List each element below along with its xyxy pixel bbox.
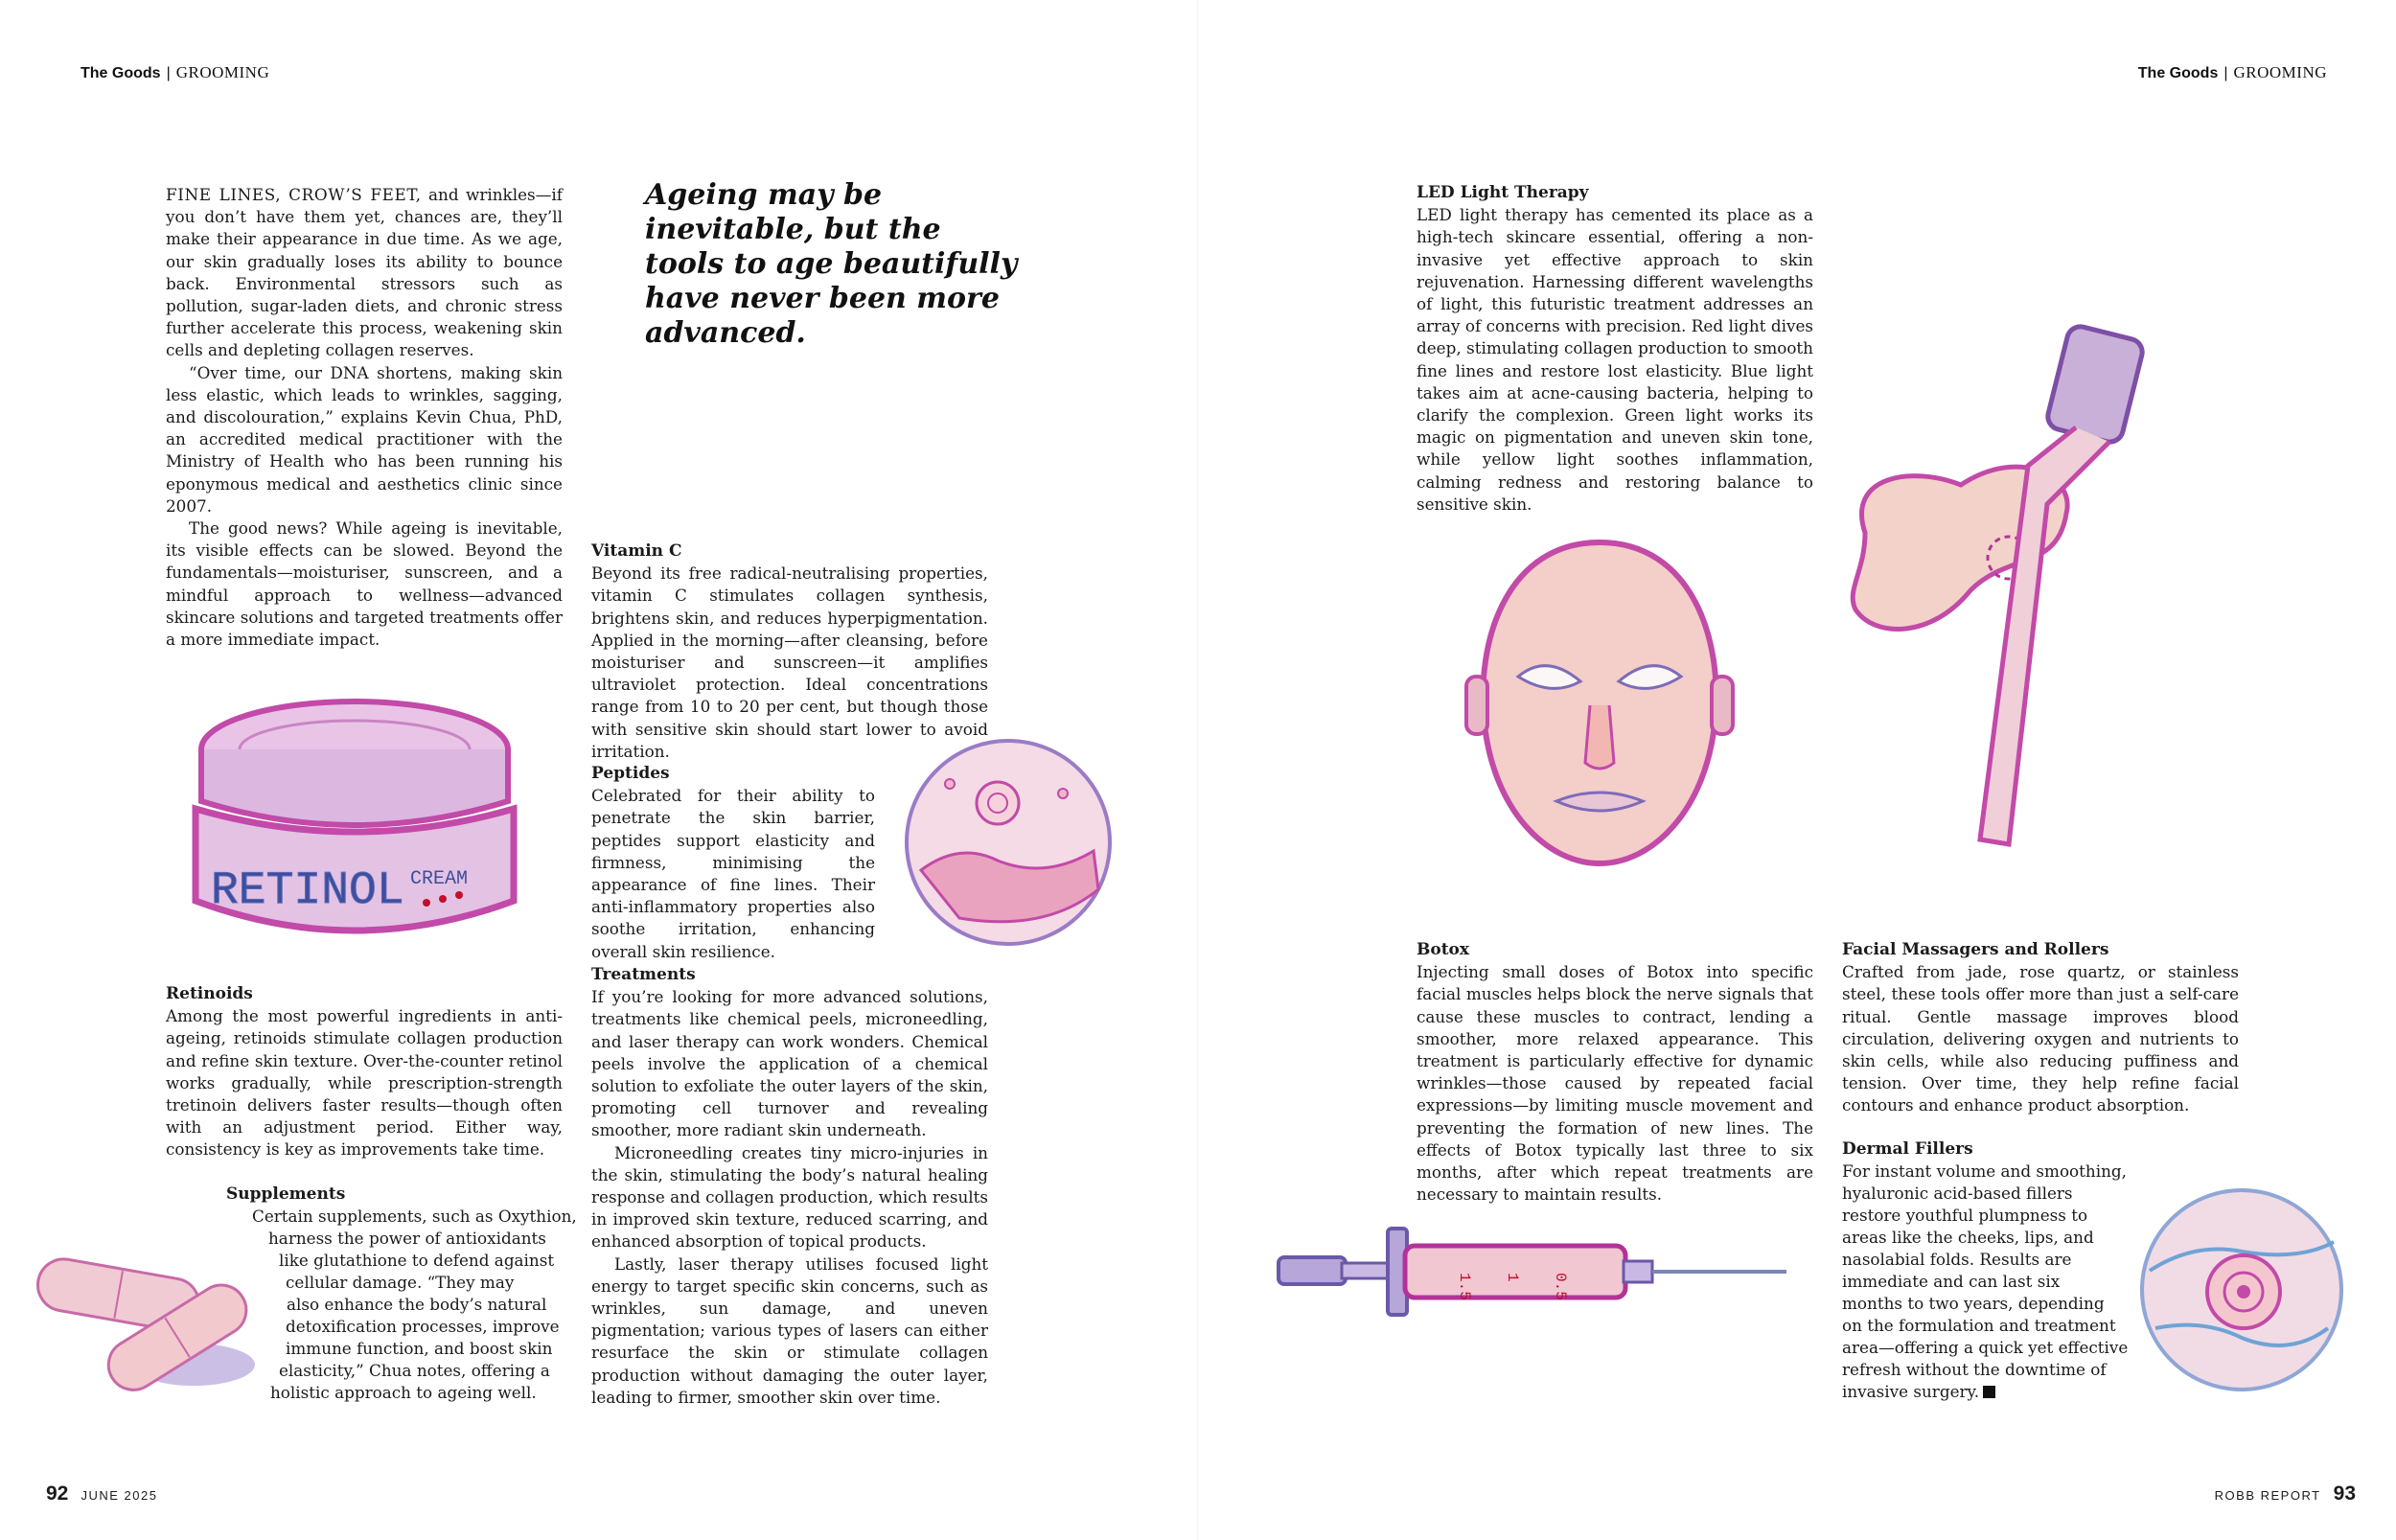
header-brand: The Goods: [81, 65, 161, 81]
retinoids-body: Among the most powerful ingredients in anti-ageing, retinoids stimulate collagen production and refine skin texture. Over-the-counter retinol works gradually, while prescription-strength tretinoin delivers faster results—though often with an adjustment period. Either way, consistency is key as improvements take time.: [166, 1006, 563, 1160]
page-number: 92: [46, 1483, 69, 1505]
intro-p1-text: and wrinkles—if you don’t have them yet, chances are, they’ll make their appearance in due time. As we age, our skin gradually loses its ability to bounce back. Environmental stressors such as pollution, sugar-laden diets, and chronic stress further accelerate this process, weakening skin cells and depleting collagen reserves.: [166, 185, 563, 360]
supplements-line: immune function, and boost skin: [286, 1339, 553, 1358]
led-heading: LED Light Therapy: [1417, 183, 1589, 202]
mask-ear-right: [1712, 677, 1733, 734]
fillers-line: area—offering a quick yet effective: [1842, 1338, 2129, 1357]
fillers-line: hyaluronic acid-based fillers: [1842, 1184, 2073, 1203]
jar-drop-3: [455, 891, 463, 899]
treatments-section: [591, 964, 988, 1409]
peptides-section: [591, 763, 875, 963]
botox-body: Injecting small doses of Botox into specific facial muscles helps block the nerve signals that cause these muscles to contract, lending a smoother, more relaxed appearance. This treatment is particularly effective for dynamic wrinkles—those caused by repeated facial expressions—by limiting muscle movement and preventing the formation of new lines. The effects of Botox typically last three to six months, after which repeat treatments are necessary to maintain results.: [1417, 962, 1813, 1205]
fillers-line: refresh without the downtime of: [1842, 1360, 2107, 1379]
peptides-heading: Peptides: [591, 764, 670, 783]
massagers-section: [1842, 939, 2239, 1117]
vitamin-c-heading: Vitamin C: [591, 541, 682, 561]
supplements-line: harness the power of antioxidants: [268, 1229, 546, 1248]
fillers-line-last: [1842, 1381, 1995, 1403]
capsules-illustration: [33, 1250, 253, 1393]
jar-drop-1: [423, 899, 430, 907]
intro-paragraph-2: “Over time, our DNA shortens, making skin less elastic, which leads to wrinkles, sagging, and discolouration,” explains Kevin Chua, PhD, an accredited medical practitioner with the Ministry of Health who has been running his eponymous medical and aesthetics clinic since 2007.: [166, 362, 563, 516]
filler-spiral-center: [2237, 1285, 2250, 1299]
supplements-line: detoxification processes, improve: [286, 1317, 560, 1336]
retinol-jar-illustration: [182, 686, 527, 954]
fillers-line: For instant volume and smoothing,: [1842, 1161, 2127, 1181]
supplements-heading: Supplements: [226, 1184, 346, 1204]
botox-heading: Botox: [1417, 940, 1470, 959]
peptides-body: Celebrated for their ability to penetrate the skin barrier, peptides support elasticity and firmness, minimising the appearance of fine lines. Their anti-inflammatory properties also soothe irritation, enhancing overall skin resilience.: [591, 786, 875, 961]
skin-closeup-illustration: [902, 736, 1115, 949]
syringe-illustration: [1275, 1225, 1792, 1321]
syringe-plunger: [1342, 1263, 1390, 1278]
treatments-heading: Treatments: [591, 965, 696, 984]
closeup-spiral: [977, 782, 1019, 824]
fillers-line: on the formulation and treatment: [1842, 1316, 2116, 1335]
syringe-mark: 1: [1504, 1273, 1521, 1282]
filler-closeup-illustration: [2136, 1184, 2347, 1395]
intro-paragraph-1: [166, 184, 563, 362]
header-section: GROOMING: [175, 63, 270, 81]
roller-head: [2045, 324, 2145, 445]
jar-label-sub: CREAM: [410, 868, 469, 890]
massagers-body: Crafted from jade, rose quartz, or stainless steel, these tools offer more than just a self-care ritual. Gentle massage improves blood circulation, delivering oxygen and nutrients to skin cells, while also reducing puffiness and tension. Over time, they help refine facial contours and enhance product absorption.: [1842, 962, 2239, 1115]
massager-roller-illustration: [1836, 322, 2153, 859]
fillers-line: immediate and can last six: [1842, 1272, 2061, 1291]
retinoids-section: [166, 983, 563, 1161]
pull-quote: Ageing may be inevitable, but the tools to age beautifully have never been more advanced.: [645, 178, 1018, 350]
header-brand: The Goods: [2137, 65, 2219, 81]
publication-name: ROBB REPORT: [2214, 1488, 2321, 1503]
left-running-header: [81, 63, 269, 82]
supplements-line: holistic approach to ageing well.: [270, 1383, 537, 1402]
syringe-mark: 1.5: [1456, 1273, 1473, 1300]
intro-column: [166, 184, 563, 651]
syringe-hub: [1624, 1261, 1652, 1282]
jar-lid-side: [201, 749, 508, 825]
intro-lead: FINE LINES, CROW’S FEET,: [166, 185, 422, 204]
jar-drop-2: [439, 895, 447, 903]
left-folio: [46, 1483, 157, 1506]
face-mask-illustration: [1461, 533, 1739, 878]
supplements-line: cellular damage. “They may: [286, 1273, 515, 1292]
header-section: GROOMING: [2233, 63, 2327, 81]
supplements-line: Certain supplements, such as Oxythion,: [252, 1207, 577, 1226]
right-running-header: [2138, 63, 2327, 82]
supplements-line: elasticity,” Chua notes, offering a: [279, 1361, 550, 1380]
supplements-section: [226, 1184, 564, 1206]
fillers-section: [1842, 1138, 2245, 1161]
treatments-p3: Lastly, laser therapy utilises focused light energy to target specific skin concerns, such as wrinkles, sun damage, and uneven pigmentation; various types of lasers can either resurface the skin or stimulate collagen production without damaging the outer layer, leading to firmer, smoother skin over time.: [591, 1253, 988, 1407]
issue-date: JUNE 2025: [81, 1488, 158, 1503]
fillers-line: areas like the cheeks, lips, and: [1842, 1228, 2094, 1247]
retinoids-heading: Retinoids: [166, 984, 253, 1003]
led-body: LED light therapy has cemented its place as a high-tech skincare essential, offering a non-invasive yet effective approach to skin rejuvenation. Harnessing different wavelengths of light, this futuristic treatment addresses an array of concerns with precision. Red light dives deep, stimulating collagen production to smooth fine lines and restore lost elasticity. Blue light takes aim at acne-causing bacteria, helping to clarify the complexion. Green light works its magic on pigmentation and uneven skin tone, while yellow light soothes inflammation, calming redness and restoring balance to sensitive skin.: [1417, 205, 1813, 514]
syringe-barrel: [1405, 1246, 1625, 1298]
end-mark-icon: [1983, 1386, 1995, 1398]
mask-ear-left: [1466, 677, 1487, 734]
fillers-line: months to two years, depending: [1842, 1294, 2105, 1313]
fillers-heading: Dermal Fillers: [1842, 1139, 1973, 1159]
syringe-mark: 0.5: [1552, 1273, 1569, 1300]
header-separator: |: [2223, 65, 2228, 81]
treatments-p1: If you’re looking for more advanced solutions, treatments like chemical peels, microneedling, and laser therapy can work wonders. Chemical peels involve the application of a chemical solution to exfoliate the outer layers of the skin, promoting cell turnover and revealing smoother, more radiant skin underneath.: [591, 987, 988, 1140]
treatments-p2: Microneedling creates tiny micro-injuries in the skin, stimulating the body’s natural healing response and collagen production, which results in improved skin texture, reduced scarring, and enhanced absorption of topical products.: [591, 1142, 988, 1252]
led-section: [1417, 182, 1813, 516]
mask-outline: [1483, 542, 1716, 863]
fillers-last-text: invasive surgery.: [1842, 1382, 1980, 1401]
supplements-line: also enhance the body’s natural: [287, 1295, 547, 1314]
fillers-line: restore youthful plumpness to: [1842, 1206, 2088, 1225]
mask-nose: [1585, 705, 1614, 769]
syringe-plunger-cap: [1279, 1257, 1346, 1284]
fillers-line: nasolabial folds. Results are: [1842, 1250, 2072, 1269]
page-number: 93: [2333, 1483, 2356, 1505]
header-separator: |: [166, 65, 171, 81]
jar-label-text: RETINOL: [211, 865, 404, 917]
intro-paragraph-3: The good news? While ageing is inevitable, its visible effects can be slowed. Beyond the fundamentals—moisturiser, sunscreen, and a mindful approach to wellness—advanced skincare solutions and targeted treatments offer a more immediate impact.: [166, 518, 563, 650]
supplements-line: like glutathione to defend against: [279, 1251, 555, 1270]
vitamin-c-body: Beyond its free radical-neutralising properties, vitamin C stimulates collagen synthesis, brightens skin, and reduces hyperpigmentation. Applied in the morning—after cleansing, before moisturiser and sunscreen—it amplifies ultraviolet protection. Ideal concentrations range from 10 to 20 per cent, but though those with sensitive skin should start lower to avoid irritation.: [591, 563, 988, 761]
botox-section: [1417, 939, 1813, 1206]
spread-gutter: [1197, 0, 1199, 1540]
vitamin-c-section: [591, 540, 988, 763]
massagers-heading: Facial Massagers and Rollers: [1842, 940, 2109, 959]
right-folio: [2215, 1483, 2356, 1506]
